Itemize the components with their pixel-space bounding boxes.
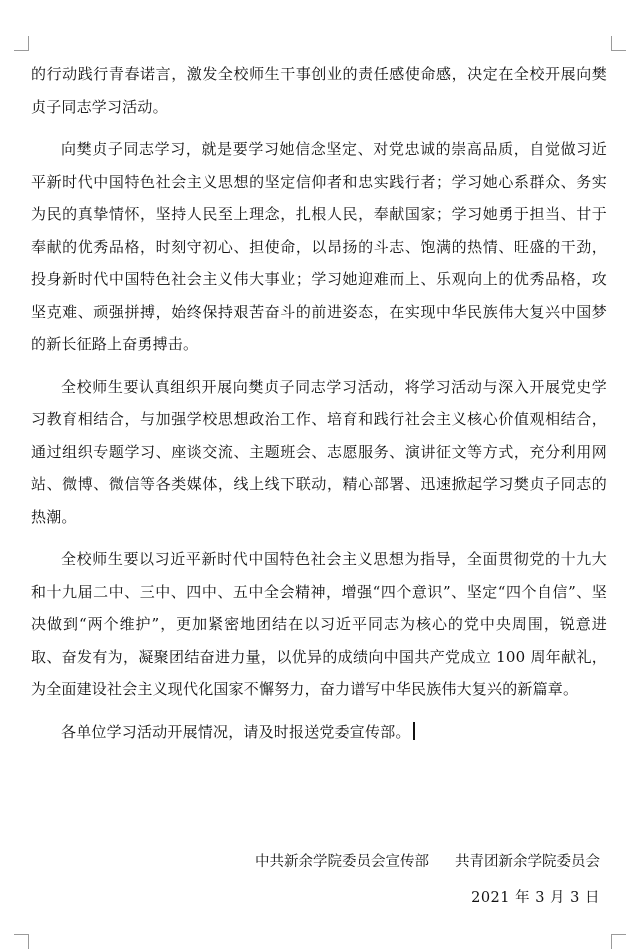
paragraph-organize-activities: 全校师生要认真组织开展向樊贞子同志学习活动，将学习活动与深入开展党史学习教育相结合，与加强学校思想政治工作、培育和践行社会主义核心价值观相结合，通过组织专题学习、座谈交流、主题班会、志愿服务、演讲征文等方式，充分利用网站、微博、微信等各类媒体，线上线下联动，精心部署、迅速掀起学习樊贞子同志的热潮。 [31,377,607,526]
document-date: 2021 年 3 月 3 日 [471,890,600,906]
report-request-text: 各单位学习活动开展情况，请及时报送党委宣传部。 [61,722,411,741]
paragraph-learn-qualities: 向樊贞子同志学习，就是要学习她信念坚定、对党忠诚的崇高品质，自觉做习近平新时代中国特色社会主义思想的坚定信仰者和忠实践行者；学习她心系群众、务实为民的真挚情怀，坚持人民至上理念，扎根人民，奉献国家；学习她勇于担当、甘于奉献的优秀品格，时刻守初心、担使命，以昂扬的斗志、饱满的热情、旺盛的干劲，投身新时代中国特色社会主义伟大事业；学习她迎难而上、乐观向上的优秀品格，攻坚克难、顽强拼搏，始终保持艰苦奋斗的前进姿态，在实现中华民族伟大复兴中国梦的新长征路上奋勇搏击。 [31,140,607,353]
paragraph-guiding-thought: 全校师生要以习近平新时代中国特色社会主义思想为指导，全面贯彻党的十九大和十九届二中、三中、四中、五中全会精神，增强“四个意识”、坚定“四个自信”、坚决做到“两个维护”，更加紧密地团结在以习近平同志为核心的党中央周围，锐意进取、奋发有为，凝聚团结奋进力量，以优异的成绩向中国共产党成立 100 周年献礼，为全面建设社会主义现代化国家不懈努力，奋力谱写中华民族伟大复兴的新篇章。 [31,550,607,698]
crop-mark-bottom-right [611,934,626,949]
document-body[interactable] [31,58,607,748]
text-cursor [413,722,415,740]
signature-block [255,846,600,878]
signature-org-youth-league: 共青团新余学院委员会 [455,854,600,870]
signature-org-propaganda: 中共新余学院委员会宣传部 [255,854,429,870]
crop-mark-top-right [611,36,626,51]
paragraph-continuation: 的行动践行青春诺言，激发全校师生干事创业的责任感使命感，决定在全校开展向樊贞子同志学习活动。 [31,65,607,116]
crop-mark-bottom-left [14,934,29,949]
paragraph-report-request [31,716,607,749]
crop-mark-top-left [14,36,29,51]
